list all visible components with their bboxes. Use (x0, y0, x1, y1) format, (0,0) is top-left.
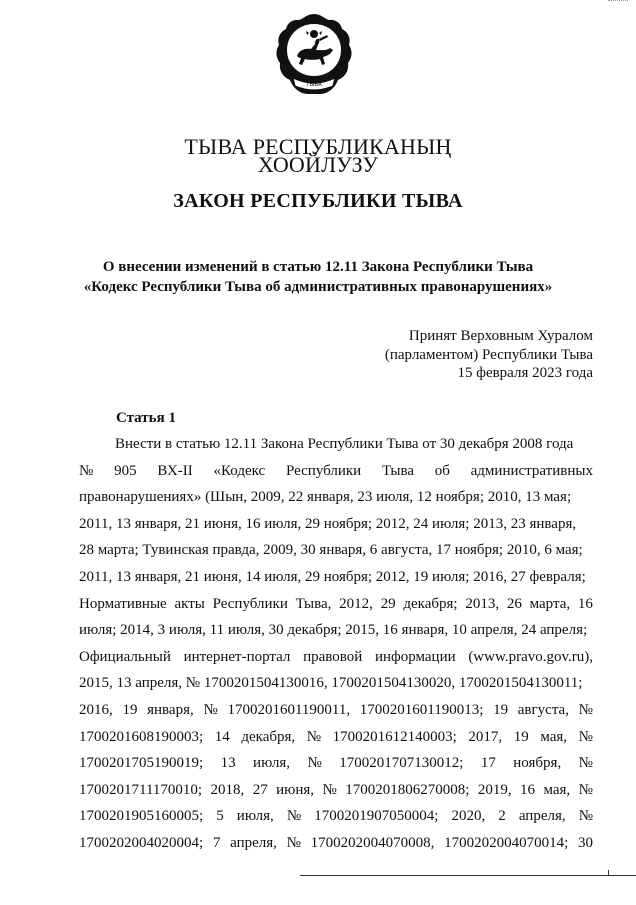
article-body-word: 2020, (451, 808, 486, 825)
footer-tick (608, 870, 609, 876)
article-body-word: 2012, (339, 595, 373, 612)
article-body-word: 905 (114, 462, 137, 479)
scan-corner-mark (608, 0, 628, 7)
article-body-word: 1700201705190019; (79, 755, 204, 772)
article-body-line: правонарушениях» (Шын, 2009, 22 января, 23 июля, 12 ноября; 2010, 13 мая; (79, 489, 572, 506)
article-body-word: 1700202004070014; (444, 834, 569, 851)
article-body-word: 1700201907050004; (314, 808, 439, 825)
article-body-line (79, 591, 593, 618)
article-body-word: 1700201601190013; (359, 701, 484, 718)
article-body-line: 2011, 13 января, 21 июня, 16 июля, 29 ноября; 2012, 24 июля; 2013, 23 января, (79, 515, 577, 532)
article-body-word: апреля, (230, 834, 277, 851)
article-body-word: «Кодекс (213, 462, 266, 479)
adoption-date: 15 февраля 2023 года (457, 365, 593, 381)
article-body-word: № (306, 728, 322, 745)
article-body-word: № (578, 781, 593, 798)
article-body-word: мая, (543, 781, 571, 798)
article-body-word: акты (174, 595, 205, 612)
article-body-word: 1700201601190011, (227, 701, 351, 718)
law-subject (0, 257, 636, 297)
republic-law-heading-line2: ХООЙЛУЗУ (257, 152, 379, 177)
article-body-word: 19 (122, 701, 138, 718)
law-title: ЗАКОН РЕСПУБЛИКИ ТЫВА (173, 190, 463, 212)
article-body-word: мая, (540, 728, 568, 745)
article-body-line: 2015, 13 апреля, № 1700201504130016, 1700201504130020, 1700201504130011; (79, 675, 583, 692)
article-body-word: 29 (380, 595, 396, 612)
article-body-word: об (434, 462, 450, 479)
article-body-line: Внести в статью 12.11 Закона Республики Тыва от 30 декабря 2008 года (115, 436, 574, 452)
republic-law-heading-line1: ТЫВА РЕСПУБЛИКАНЫҢ (184, 134, 452, 159)
article-body-word: правовой (303, 648, 363, 665)
article-body-line (79, 777, 593, 804)
article-body-word: административных (470, 462, 593, 479)
article-body-word: декабря; (403, 595, 458, 612)
law-subject-line2: «Кодекс Республики Тыва об административных правонарушениях» (83, 279, 553, 295)
article-body-word: 1700201806270008; (345, 781, 470, 798)
article-body-line: 2011, 13 января, 21 июня, 14 июля, 29 ноября; 2012, 19 июля; 2016, 27 февраля; (79, 568, 586, 585)
article-body-word: № (286, 834, 301, 851)
article-body-word: 1700201711170010; (79, 781, 203, 798)
article-body-word: марта, (529, 595, 571, 612)
article-body-word: августа, (517, 701, 569, 718)
article-body-word: № (322, 781, 337, 798)
article-body-word: Республики (212, 595, 288, 612)
article-body-word: 19 (513, 728, 529, 745)
article-body-word: № (578, 808, 593, 825)
article-body-word: Тыва, (295, 595, 332, 612)
article-body-word: Официальный (79, 648, 171, 665)
article-body-word: № (578, 728, 593, 745)
article-body-word: № (578, 755, 593, 772)
article-body-word: № (79, 462, 94, 479)
article-body-word: ВХ-II (157, 462, 193, 479)
article-body-word: июля, (253, 755, 291, 772)
article-body-word: 2 (498, 808, 506, 825)
adoption-line2: (парламентом) Республики Тыва (384, 346, 593, 363)
article-body-word: 27 (252, 781, 268, 798)
article-body-line (79, 750, 593, 777)
article-body-line (79, 803, 593, 830)
article-body-word: 17 (480, 755, 496, 772)
law-subject-line1: О внесении изменений в статью 12.11 Закона Республики Тыва (102, 259, 534, 275)
article-body-word: июля, (236, 808, 274, 825)
article-body-word: 2017, (468, 728, 503, 745)
article-body-word: Республики (285, 462, 362, 479)
article-body-word: № (286, 808, 302, 825)
article-body-word: 1700201608190003; (79, 728, 204, 745)
article-body-word: января, (147, 701, 194, 718)
article-body-word: Нормативные (79, 595, 167, 612)
article-heading: Статья 1 (116, 410, 176, 426)
article-body-word: 13 (220, 755, 236, 772)
article-body-word: информации (374, 648, 456, 665)
coat-of-arms-icon (271, 10, 357, 106)
emblem-ribbon-text: ТЫВА (306, 82, 322, 88)
article-body-word: № (203, 701, 218, 718)
article-body-word: 1700201612140003; (332, 728, 457, 745)
article-body-word: интернет-портал (183, 648, 291, 665)
article-body-line (79, 644, 593, 671)
article-body-word: апреля, (518, 808, 566, 825)
article-body-word: 2018, (210, 781, 245, 798)
article-body-word: 1700202004070008, (310, 834, 435, 851)
article-body-word: 16 (577, 595, 593, 612)
article-body-word: 1700202004020004; (79, 834, 204, 851)
article-body-word: декабря, (241, 728, 296, 745)
article-body-word: № (578, 701, 593, 718)
article-body-word: (www.pravo.gov.ru), (468, 648, 593, 665)
article-body-word: 16 (520, 781, 536, 798)
article-body-word: 7 (212, 834, 221, 851)
adoption-line1: Принят Верховным Хуралом (408, 328, 593, 344)
article-body-line (79, 458, 593, 485)
article-body-word: 19 (493, 701, 509, 718)
article-body-word: 1700201905160005; (79, 808, 204, 825)
article-body-word: 30 (578, 834, 593, 851)
article-body-word: 14 (214, 728, 230, 745)
article-body-word: 2019, (477, 781, 512, 798)
article-body-line (79, 724, 593, 751)
article-body-word: 1700201707130012; (339, 755, 464, 772)
article-body-word: № (307, 755, 322, 772)
footer-rule (300, 875, 636, 876)
article-body-line (79, 697, 593, 724)
adoption-block (385, 327, 593, 383)
article-body-word: 2016, (79, 701, 113, 718)
article-body-word: ноября, (513, 755, 562, 772)
article-body-line: 28 марта; Тувинская правда, 2009, 30 января, 6 августа, 17 ноября; 2010, 6 мая; (79, 542, 583, 559)
article-body-word: 26 (506, 595, 522, 612)
article-body-word: 2013, (465, 595, 500, 612)
article-body (79, 431, 593, 857)
article-body-word: Тыва (381, 462, 414, 479)
article-body-word: 5 (216, 808, 224, 825)
article-body-line: июля; 2014, 3 июля, 11 июля, 30 декабря; 2015, 16 января, 10 апреля, 24 апреля; (79, 622, 588, 639)
article-body-line (79, 830, 593, 857)
article-body-word: июня, (276, 781, 315, 798)
